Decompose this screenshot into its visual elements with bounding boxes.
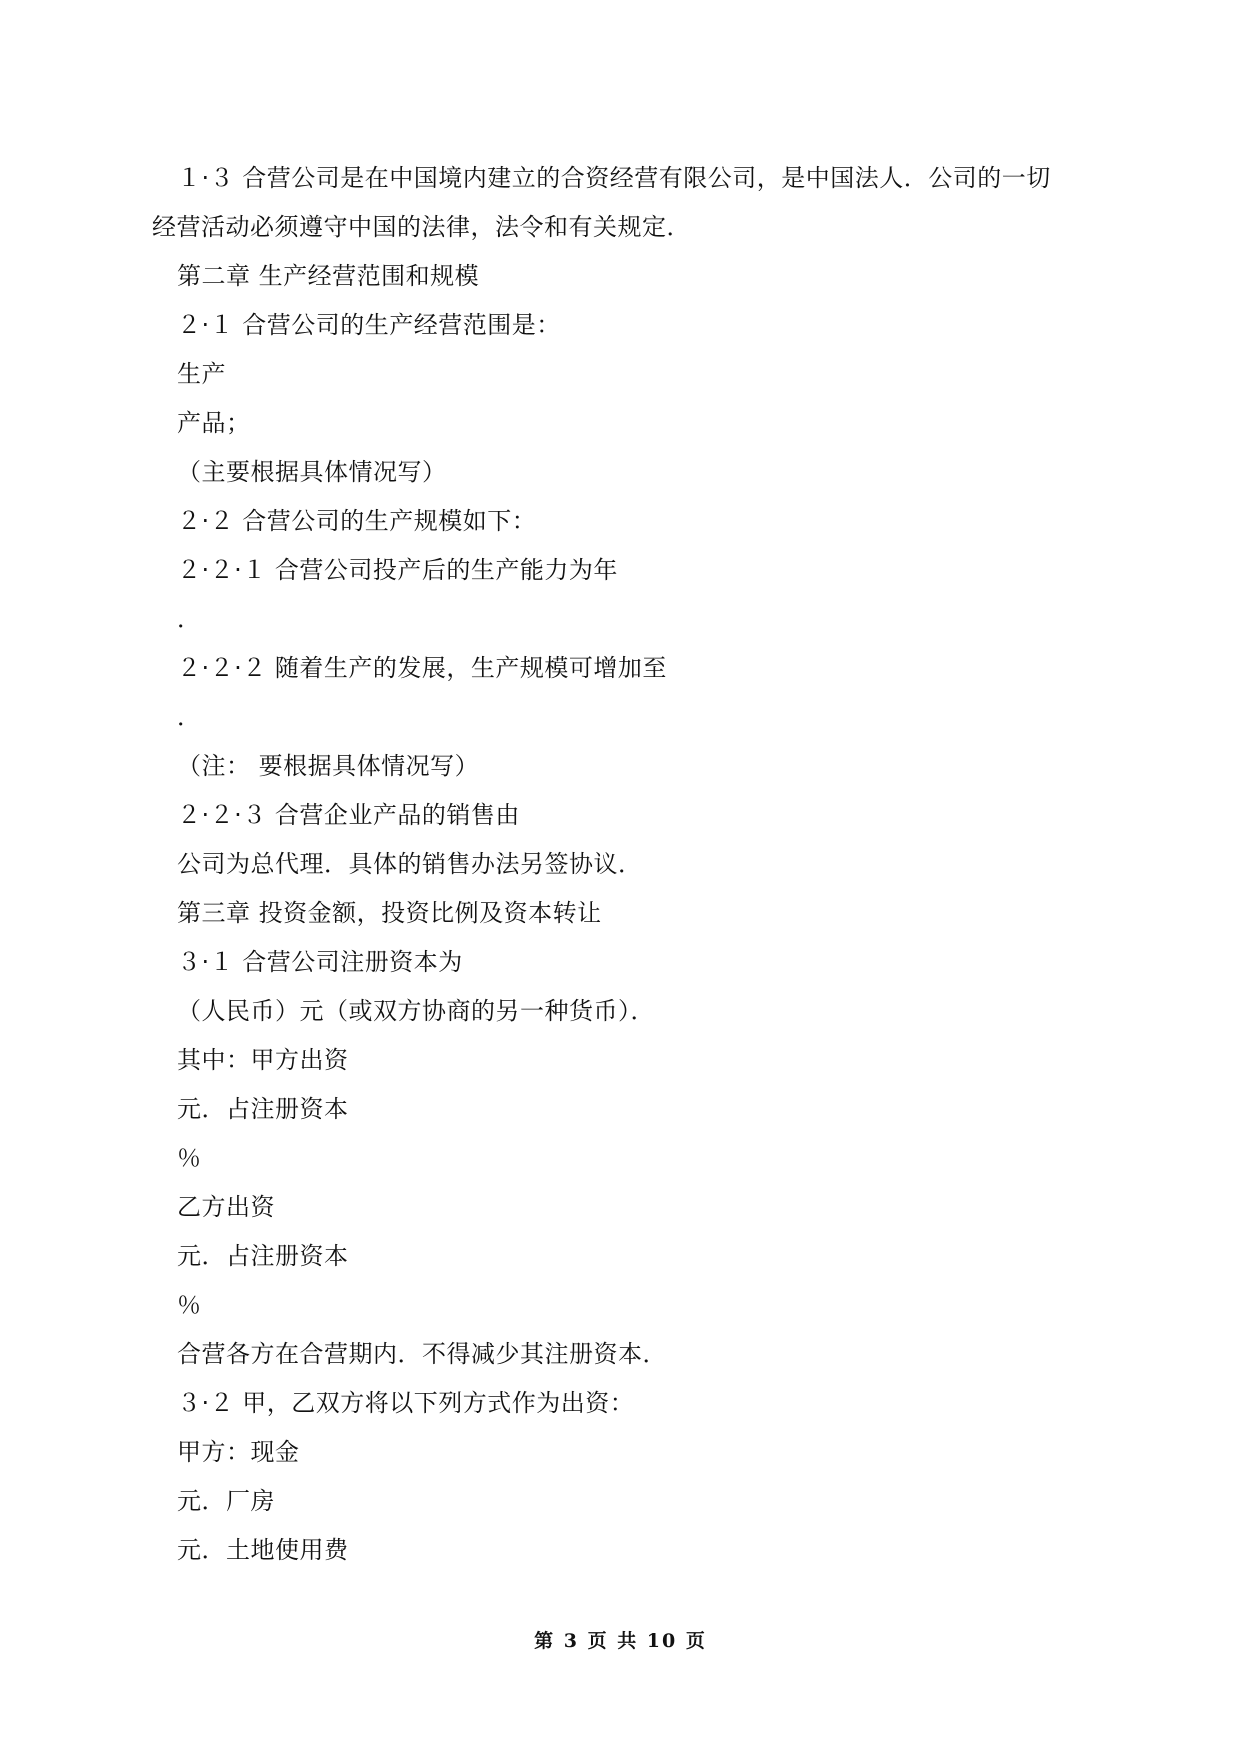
text-line: 合营各方在合营期内．不得减少其注册资本． [177, 1340, 667, 1368]
text-line: 甲方：现金 [177, 1438, 300, 1466]
text-line: 元．占注册资本 [177, 1242, 349, 1270]
text-line: 公司为总代理．具体的销售办法另签协议． [177, 850, 643, 878]
text-line: 产品； [177, 409, 251, 437]
text-line: ２·２·１ 合营公司投产后的生产能力为年 [177, 556, 618, 584]
text-line: ２·２ 合营公司的生产规模如下： [177, 507, 537, 535]
text-line: １·３ 合营公司是在中国境内建立的合资经营有限公司，是中国法人．公司的一切 [177, 164, 1051, 192]
text-line: ２·２·３ 合营企业产品的销售由 [177, 801, 520, 829]
document-body [152, 154, 1092, 1575]
text-line: （主要根据具体情况写） [177, 458, 447, 486]
text-line: 经营活动必须遵守中国的法律，法令和有关规定． [152, 213, 691, 241]
text-line: （人民币）元（或双方协商的另一种货币）． [177, 997, 655, 1025]
text-line: 乙方出资 [177, 1193, 275, 1221]
text-line: ． [177, 703, 202, 731]
text-line: 生产 [177, 360, 226, 388]
text-line: 元．厂房 [177, 1487, 275, 1515]
text-line: 元．土地使用费 [177, 1536, 349, 1564]
text-line: ３·１ 合营公司注册资本为 [177, 948, 463, 976]
text-line: ３·２ 甲，乙双方将以下列方式作为出资： [177, 1389, 635, 1417]
page-number-footer: 第 3 页 共 10 页 [534, 1630, 707, 1652]
text-line: ２·２·２ 随着生产的发展，生产规模可增加至 [177, 654, 667, 682]
text-line: ２·１ 合营公司的生产经营范围是： [177, 311, 561, 339]
text-line: ％ [177, 1291, 202, 1319]
text-line: ． [177, 605, 202, 633]
text-line: ％ [177, 1144, 202, 1172]
text-line: 元．占注册资本 [177, 1095, 349, 1123]
chapter-heading: 第三章 投资金额，投资比例及资本转让 [177, 899, 602, 927]
chapter-heading: 第二章 生产经营范围和规模 [177, 262, 480, 290]
text-line: 其中：甲方出资 [177, 1046, 349, 1074]
text-line: （注： 要根据具体情况写） [177, 752, 480, 780]
